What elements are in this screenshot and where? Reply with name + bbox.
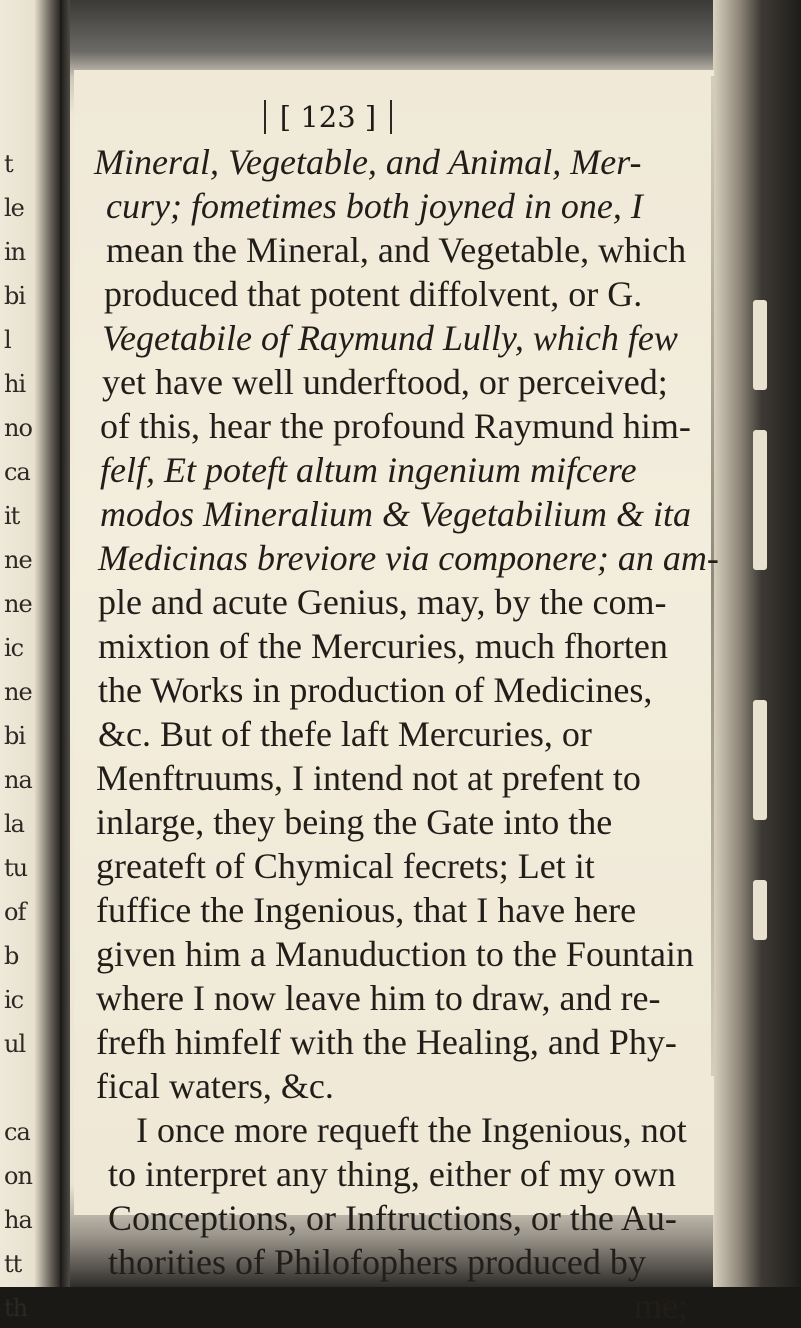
page-edge-strip: [753, 300, 767, 390]
page-edge-strip: [753, 880, 767, 940]
left-page-fragment: l: [4, 326, 11, 354]
left-page-fragment: of: [4, 898, 26, 926]
text-line: produced that potent diffolvent, or G.: [104, 274, 643, 314]
page-edge-strip: [753, 430, 767, 570]
right-page-edges: [713, 0, 801, 1287]
left-page-fragment: la: [4, 810, 24, 838]
text-line: given him a Manuduction to the Fountain: [96, 934, 694, 974]
left-page-fragment: tu: [4, 854, 28, 882]
text-line: felf, Et poteft altum ingenium mifcere: [100, 450, 637, 490]
text-line: greateft of Chymical fecrets; Let it: [96, 846, 595, 886]
text-line: frefh himfelf with the Healing, and Phy-: [96, 1022, 677, 1062]
left-page-fragment: ic: [4, 986, 24, 1014]
left-page-fragment: hi: [4, 370, 26, 398]
text-line: fuffice the Ingenious, that I have here: [96, 890, 637, 930]
left-page-fragment: th: [4, 1294, 28, 1322]
left-page-fragment: ca: [4, 458, 30, 486]
text-line: ple and acute Genius, may, by the com-: [98, 582, 667, 622]
book-gutter: [60, 0, 70, 1287]
text-line: Mineral, Vegetable, and Animal, Mer-: [94, 142, 642, 182]
text-line: fical waters, &c.: [96, 1066, 334, 1106]
text-line: Menftruums, I intend not at prefent to: [96, 758, 641, 798]
left-page-fragment: ha: [4, 1206, 32, 1234]
left-page-fragment: bi: [4, 282, 26, 310]
left-page-fragment: ne: [4, 546, 32, 574]
left-page-fragment: t: [4, 150, 13, 178]
left-page-fragment: na: [4, 766, 32, 794]
left-page-fragment: ca: [4, 1118, 30, 1146]
text-line: mean the Mineral, and Vegetable, which: [106, 230, 687, 270]
page-number: [ 123 ]: [264, 100, 392, 134]
text-line: where I now leave him to draw, and re-: [96, 978, 661, 1018]
left-page-fragment: on: [4, 1162, 32, 1190]
left-page-fragment: no: [4, 414, 32, 442]
text-line: cury; fometimes both joyned in one, I: [106, 186, 643, 226]
text-line: Medicinas breviore via componere; an am-: [98, 538, 719, 578]
left-page-fragment: ne: [4, 590, 32, 618]
text-line: of this, hear the profound Raymund him-: [100, 406, 691, 446]
text-line: to interpret any thing, either of my own: [108, 1154, 676, 1194]
page-edge-strip: [753, 700, 767, 820]
text-line: modos Mineralium & Vegetabilium & ita: [100, 494, 691, 534]
left-page-fragment: it: [4, 502, 20, 530]
left-page-edge: [0, 0, 62, 1322]
left-page-fragment: in: [4, 238, 26, 266]
left-page-fragment: ic: [4, 634, 24, 662]
left-page-fragment: ul: [4, 1030, 26, 1058]
text-line: thorities of Philofophers produced by: [108, 1242, 646, 1282]
left-page-fragment: tt: [4, 1250, 22, 1278]
left-page-fragment: b: [4, 942, 19, 970]
text-line: &c. But of thefe laft Mercuries, or: [98, 714, 592, 754]
text-line: I once more requeft the Ingenious, not: [136, 1110, 687, 1150]
book-page: [74, 70, 719, 1326]
text-line: yet have well underftood, or perceived;: [102, 362, 668, 402]
text-line: me;: [634, 1286, 688, 1326]
text-line: inlarge, they being the Gate into the: [96, 802, 613, 842]
left-page-fragment: le: [4, 194, 24, 222]
text-line: Conceptions, or Inftructions, or the Au-: [108, 1198, 677, 1238]
left-page-fragment: ne: [4, 678, 32, 706]
text-line: the Works in production of Medicines,: [98, 670, 653, 710]
text-line: mixtion of the Mercuries, much fhorten: [98, 626, 668, 666]
left-page-fragment: bi: [4, 722, 26, 750]
text-line: Vegetabile of Raymund Lully, which few: [102, 318, 678, 358]
